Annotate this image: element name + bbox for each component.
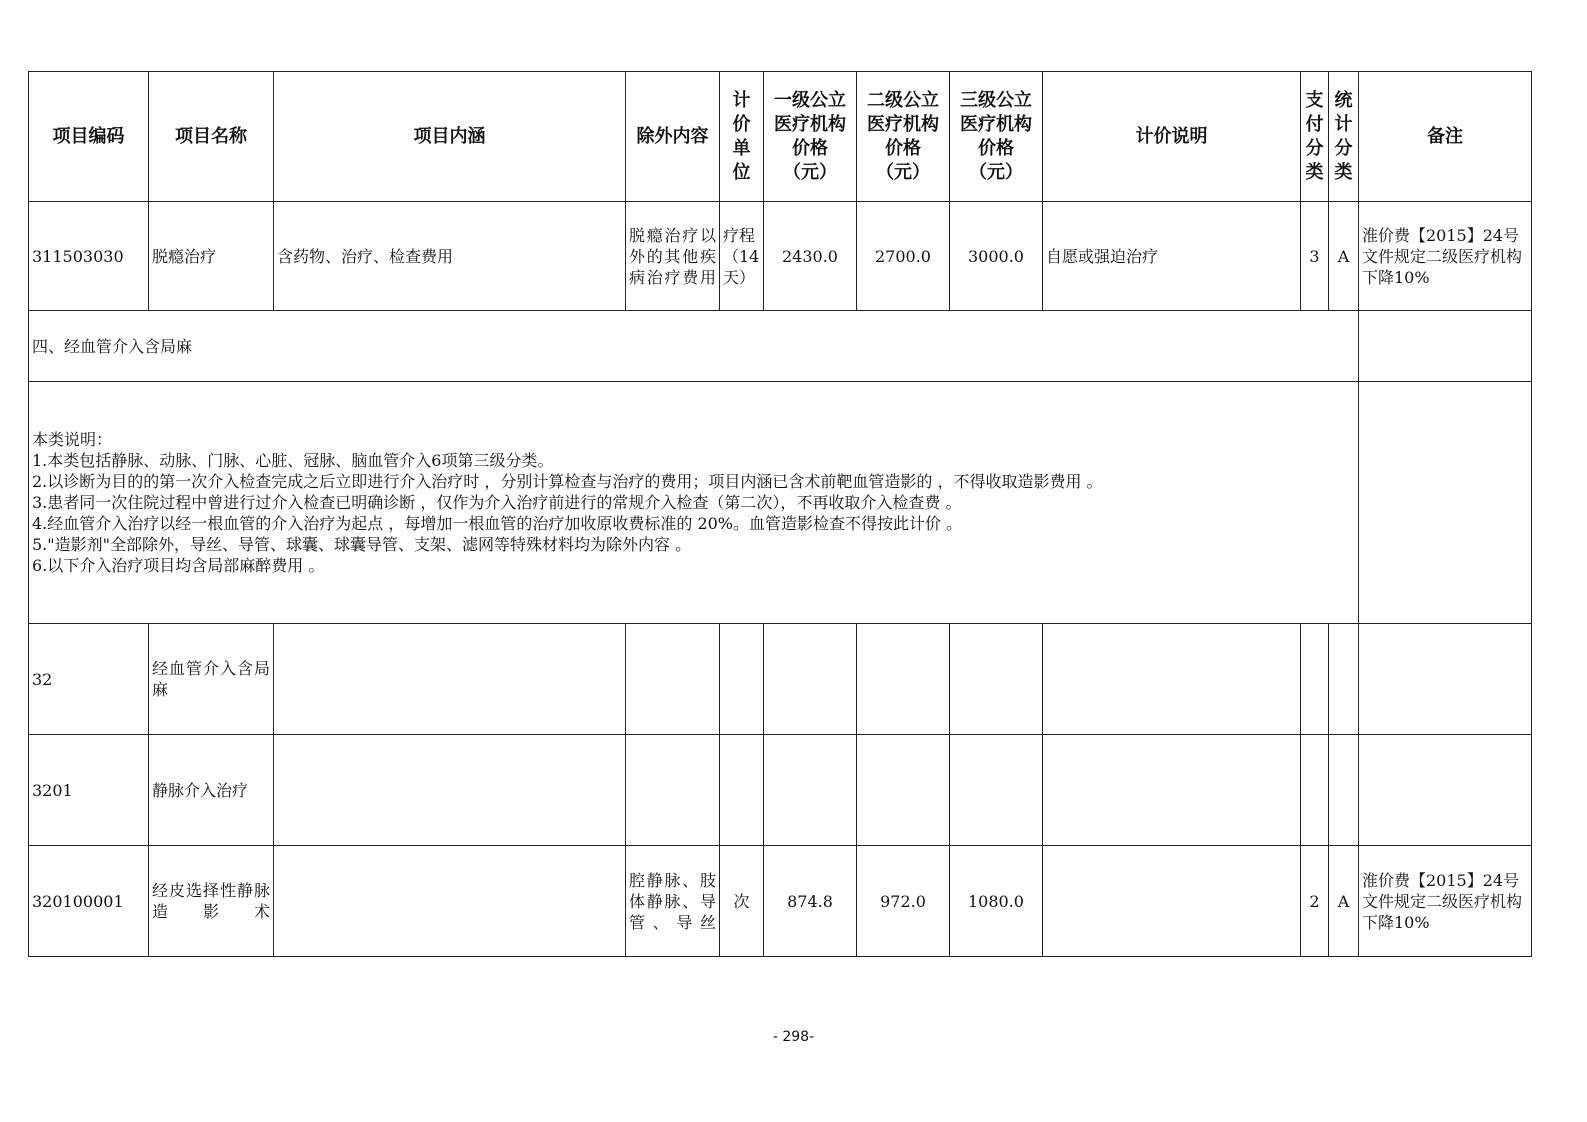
- header-pay: 支付分类: [1305, 89, 1324, 183]
- row-explain: [1043, 846, 1301, 957]
- row-pay: 3: [1301, 202, 1329, 311]
- price-table: [28, 71, 1532, 957]
- row-stat: A: [1329, 202, 1359, 311]
- section-title: 四、经血管介入含局麻: [29, 311, 1359, 382]
- row-price2: 2700.0: [857, 202, 950, 311]
- row-unit: 疗程（14天）: [720, 202, 764, 311]
- row-price2: 972.0: [857, 846, 950, 957]
- row-price3: 1080.0: [950, 846, 1043, 957]
- row-code: 32: [29, 624, 149, 735]
- header-exclude: 除外内容: [626, 72, 720, 202]
- row-exclude: 脱瘾治疗以外的其他疾病治疗费用: [626, 202, 720, 311]
- section-row: [29, 311, 1532, 382]
- header-row: [29, 72, 1532, 202]
- row-name: 静脉介入治疗: [149, 735, 274, 846]
- header-explain: 计价说明: [1043, 72, 1301, 202]
- category-notes: [29, 382, 1359, 624]
- row-code: 3201: [29, 735, 149, 846]
- row-price1: 2430.0: [764, 202, 857, 311]
- row-exclude: 腔静脉、肢体静脉、导管、导丝: [626, 846, 720, 957]
- header-content: 项目内涵: [274, 72, 626, 202]
- row-stat: A: [1329, 846, 1359, 957]
- header-price2: 二级公立医疗机构价格（元）: [867, 89, 939, 183]
- header-code: 项目编码: [29, 72, 149, 202]
- row-name: 经皮选择性静脉造影术: [149, 846, 274, 957]
- row-price3: 3000.0: [950, 202, 1043, 311]
- row-price1: 874.8: [764, 846, 857, 957]
- row-code: 311503030: [29, 202, 149, 311]
- header-price1: 一级公立医疗机构价格（元）: [774, 89, 846, 183]
- row-content: [274, 846, 626, 957]
- header-remark: 备注: [1359, 72, 1532, 202]
- notes-line: 1.本类包括静脉、动脉、门脉、心脏、冠脉、脑血管介入6项第三级分类。: [32, 451, 554, 470]
- table-row: [29, 846, 1532, 957]
- table-row: [29, 202, 1532, 311]
- header-name: 项目名称: [149, 72, 274, 202]
- notes-heading: 本类说明：: [32, 430, 113, 449]
- notes-line: 3.患者同一次住院过程中曾进行过介入检查已明确诊断 ，仅作为介入治疗前进行的常规介入检查（第二次），不再收取介入检查费 。: [32, 493, 962, 512]
- row-code: 320100001: [29, 846, 149, 957]
- header-unit: 计价单位: [732, 89, 751, 183]
- table-row: [29, 735, 1532, 846]
- table-row: [29, 624, 1532, 735]
- header-price3: 三级公立医疗机构价格（元）: [960, 89, 1032, 183]
- notes-line: 5."造影剂"全部除外，导丝、导管、球囊、球囊导管、支架、滤网等特殊材料均为除外内容 。: [32, 535, 692, 554]
- row-pay: 2: [1301, 846, 1329, 957]
- page-number: - 298-: [772, 1029, 815, 1045]
- row-remark: 淮价费【2015】24号文件规定二级医疗机构下降10%: [1359, 202, 1532, 311]
- row-content: 含药物、治疗、检查费用: [274, 202, 626, 311]
- header-stat: 统计分类: [1334, 89, 1353, 183]
- notes-line: 6.以下介入治疗项目均含局部麻醉费用 。: [32, 556, 325, 575]
- row-name: 脱瘾治疗: [149, 202, 274, 311]
- row-unit: 次: [720, 846, 764, 957]
- notes-row: [29, 382, 1532, 624]
- notes-line: 4.经血管介入治疗以经一根血管的介入治疗为起点 ，每增加一根血管的治疗加收原收费标准的 20%。血管造影检查不得按此计价 。: [32, 514, 963, 533]
- row-name: 经血管介入含局麻: [149, 624, 274, 735]
- row-remark: 淮价费【2015】24号文件规定二级医疗机构下降10%: [1359, 846, 1532, 957]
- row-explain: 自愿或强迫治疗: [1043, 202, 1301, 311]
- notes-line: 2.以诊断为目的的第一次介入检查完成之后立即进行介入治疗时 ，分别计算检查与治疗的费用；项目内涵已含术前靶血管造影的 ，不得收取造影费用 。: [32, 472, 1103, 491]
